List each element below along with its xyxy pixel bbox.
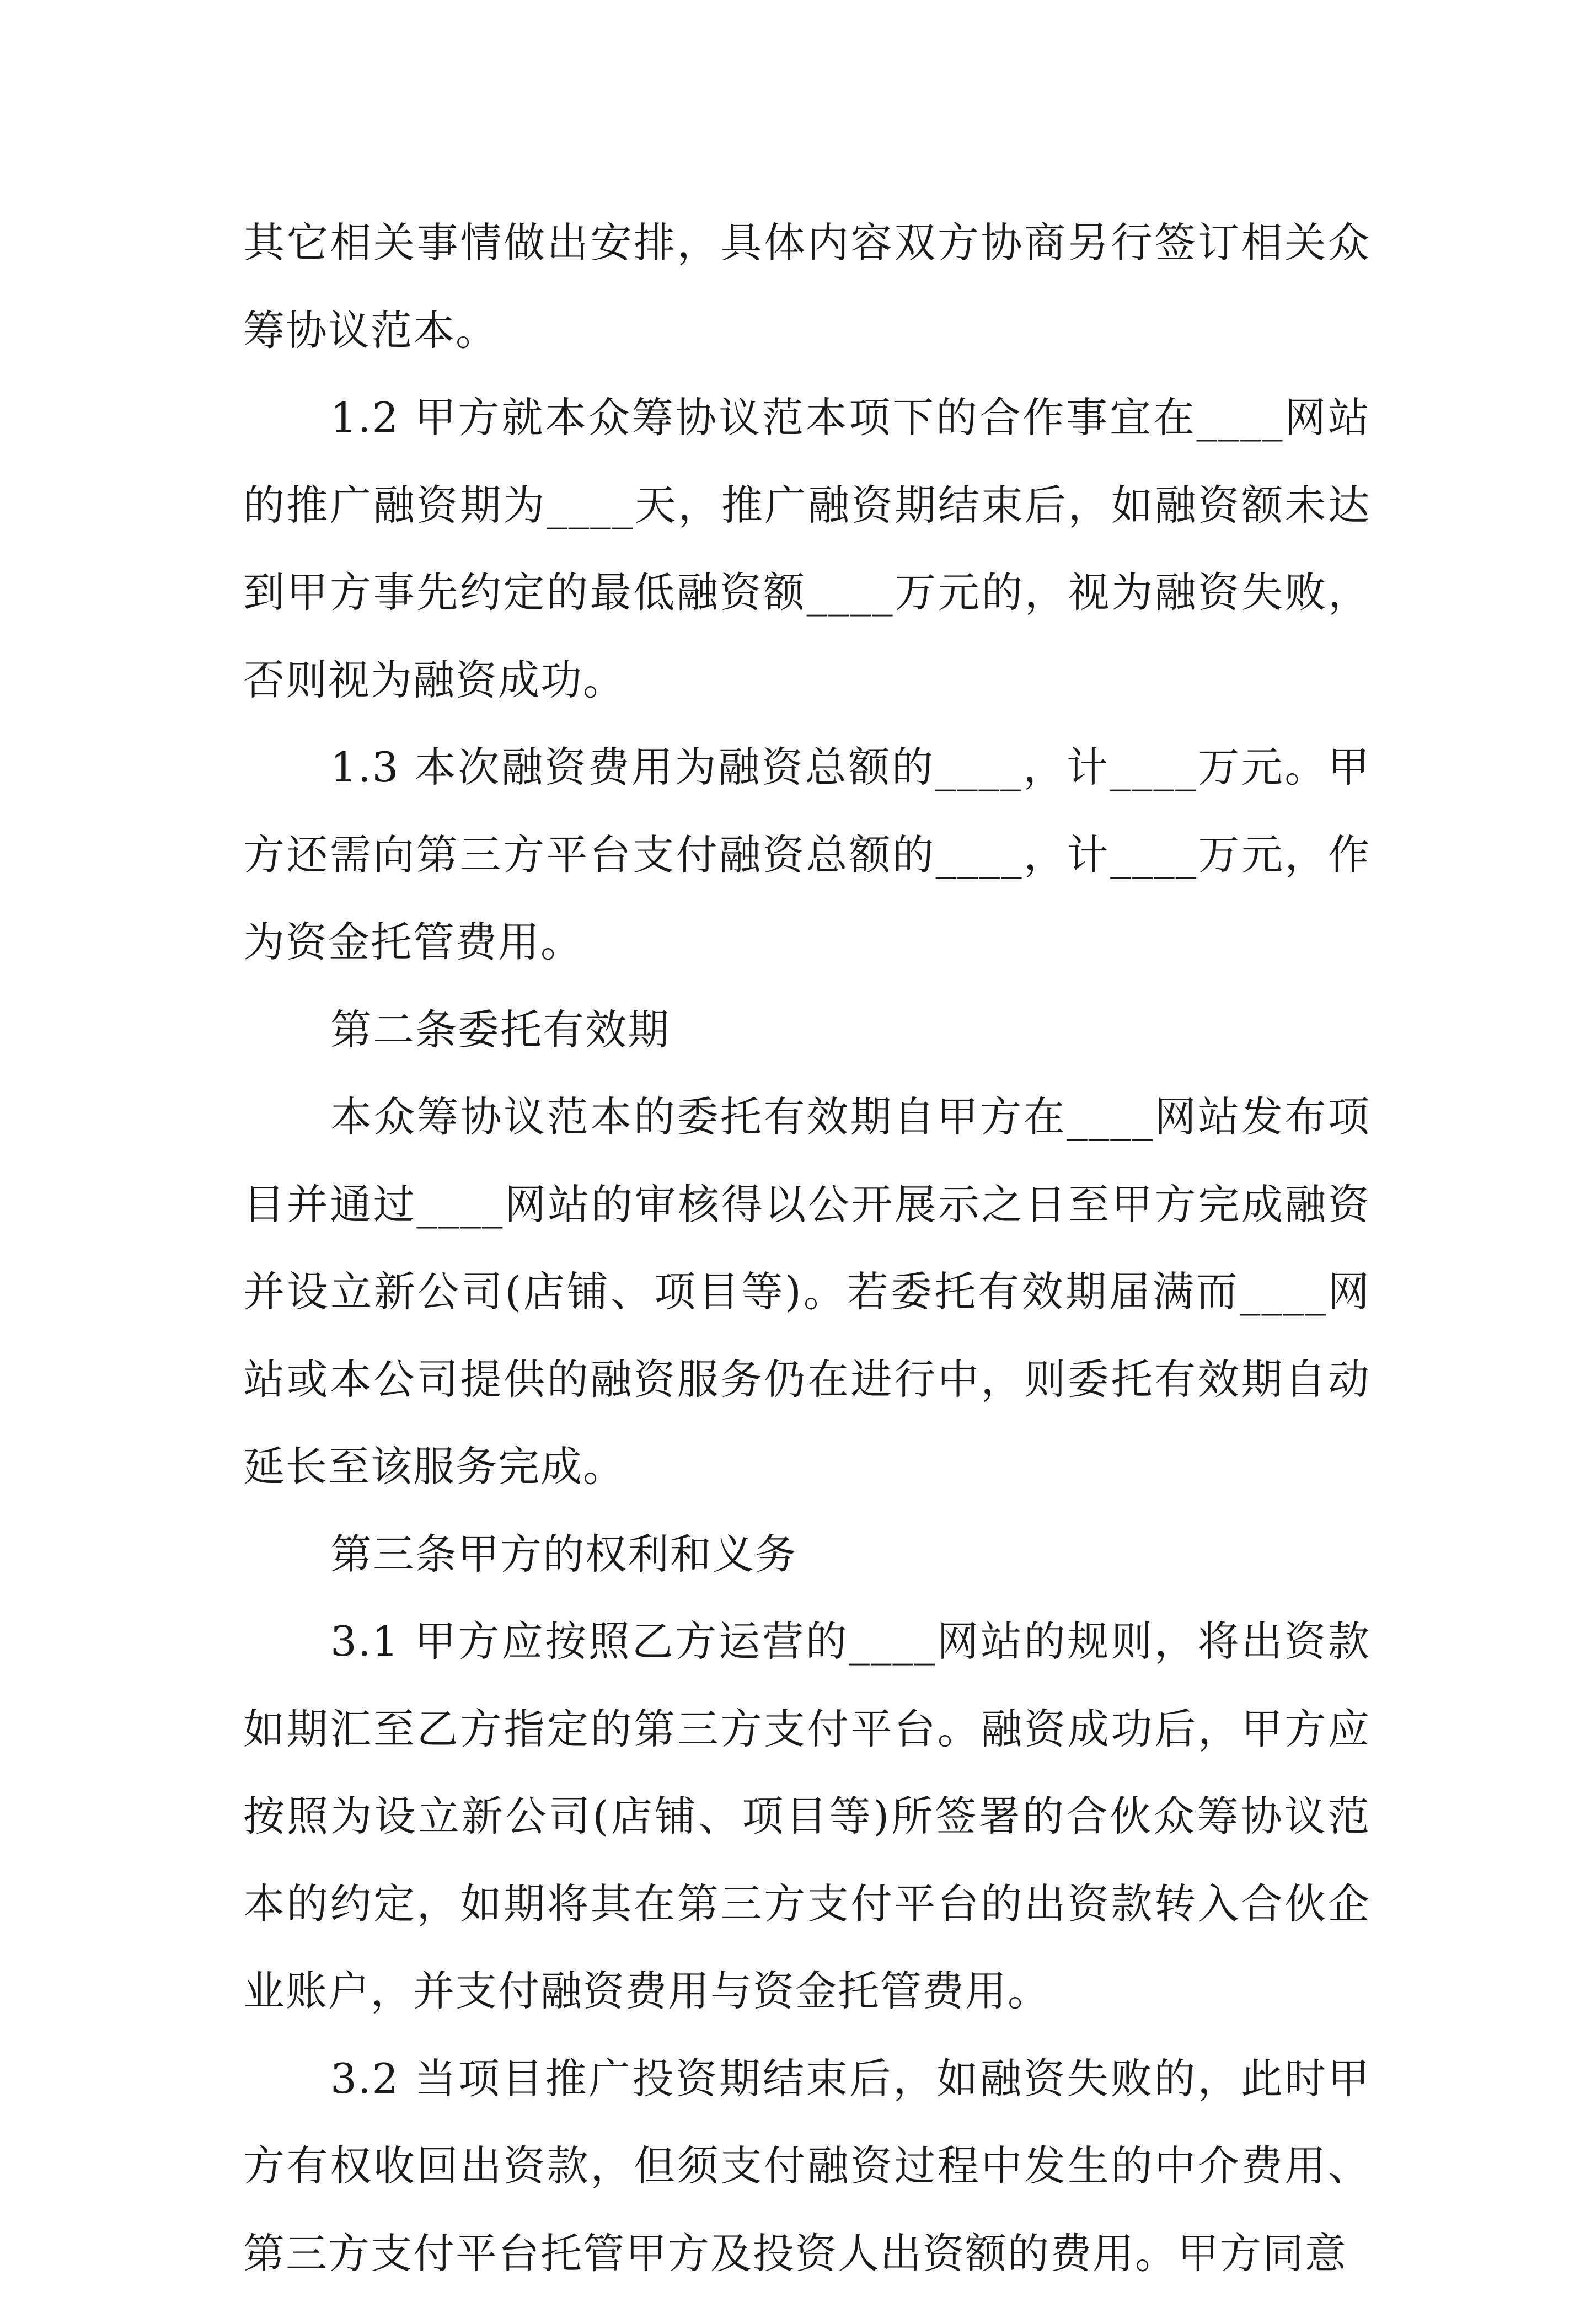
- paragraph-clause-3-2: 3.2 当项目推广投资期结束后，如融资失败的，此时甲方有权收回出资款，但须支付融资过程中发生的中介费用、第三方支付平台托管甲方及投资人出资额的费用。甲方同意: [243, 2035, 1370, 2297]
- section-heading-article-2: 第二条委托有效期: [243, 986, 1370, 1074]
- paragraph-clause-1-2: 1.2 甲方就本众筹协议范本项下的合作事宜在____网站的推广融资期为____天，推广融资期结束后，如融资额未达到甲方事先约定的最低融资额____万元的，视为融资失败，否则视为融资成功。: [243, 374, 1370, 724]
- paragraph-continuation: 其它相关事情做出安排，具体内容双方协商另行签订相关众筹协议范本。: [243, 199, 1370, 374]
- paragraph-validity-period: 本众筹协议范本的委托有效期自甲方在____网站发布项目并通过____网站的审核得以公开展示之日至甲方完成融资并设立新公司(店铺、项目等)。若委托有效期届满而____网站或本公司提供的融资服务仍在进行中，则委托有效期自动延长至该服务完成。: [243, 1073, 1370, 1511]
- paragraph-clause-1-3: 1.3 本次融资费用为融资总额的____，计____万元。甲方还需向第三方平台支付融资总额的____，计____万元，作为资金托管费用。: [243, 724, 1370, 986]
- paragraph-clause-3-1: 3.1 甲方应按照乙方运营的____网站的规则，将出资款如期汇至乙方指定的第三方支付平台。融资成功后，甲方应按照为设立新公司(店铺、项目等)所签署的合伙众筹协议范本的约定，如期将其在第三方支付平台的出资款转入合伙企业账户，并支付融资费用与资金托管费用。: [243, 1598, 1370, 2035]
- section-heading-article-3: 第三条甲方的权利和义务: [243, 1511, 1370, 1598]
- document-body: [243, 199, 1370, 2297]
